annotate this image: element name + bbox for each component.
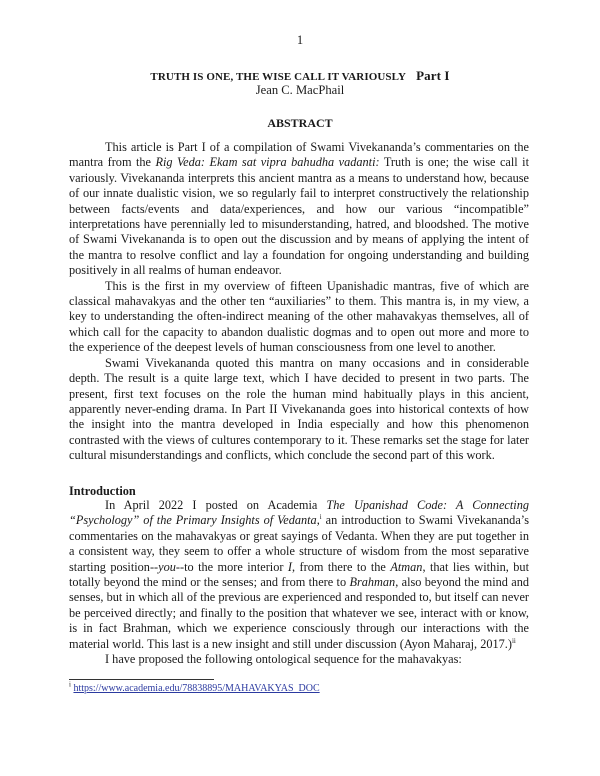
text-run: Truth is one; the wise call it variously. Vivekananda interprets this ancient mantra as a means to understand how, because of our innate dualistic vision, we so regularly fail to interpret constructively the relationship between facts/events and data/experiences, and how our various “incompatible” interpretations have perennially led to misunderstanding, hatred, and bloodshed. The motive of Swami Vivekananda is to open out the discussion and by means of applying the intent of the mantra to resolve conflict and lay a foundation for ongoing understanding and building positively in all realms of human endeavor. [69, 155, 530, 278]
abstract-paragraph: Swami Vivekananda quoted this mantra on many occasions and in considerable depth. The result is a quite large text, which I have decided to present in two parts. The present, first text focuses on the role the human mind habitually plays in this ancient, apparently never-ending drama. In Part II Vivekananda goes into historical contexts of how the insight into the mantra developed in India especially and how this phenomenon contrasted with the views of cultures contemporary to it. These remarks set the stage for later cultural misunderstandings and conflicts, which conclude the second part of this work. [69, 355, 529, 463]
author-name: Jean C. MacPhail [255, 83, 345, 97]
text-run: This article is Part I of a compilation of Swami Vivekananda’s commentaries on the mantra from the [69, 140, 529, 170]
term-i: I [287, 559, 292, 574]
text-run: In April 2022 I posted on Academia [105, 498, 327, 512]
title-part: Part I [416, 68, 450, 83]
footnote-ref[interactable]: i [319, 513, 322, 522]
abstract-paragraph: This is the first in my overview of fifteen Upanishadic mantras, five of which are classical mahavakyas and the other ten “auxiliaries” to them. This mantra is, in my view, a key to understanding the often-indirect meaning of the other mahavakyas themselves, all of which call for the capacity to abandon dualistic dogmas and to open out more and more to the experience of the deepest levels of human consciousness from one level to another. [69, 278, 529, 355]
footnote-divider [69, 679, 214, 680]
text-run: , that lies within, but totally beyond the mind or the senses; and from there to [69, 559, 529, 590]
mantra-title: Rig Veda: Ekam sat vipra bahudha vadanti: [155, 155, 380, 170]
document-title [0, 68, 600, 84]
intro-paragraph: I have proposed the following ontological sequence for the mahavakyas: [105, 652, 462, 667]
term-you: you [158, 559, 176, 574]
introduction-heading: Introduction [69, 484, 136, 498]
text-run: --to the more interior [175, 559, 288, 574]
text-run: , also beyond the mind and senses, but in which all of the previous are experienced and responded to, but itself can never be perceived directly; and finally to the position that whatever we see, interact with or know, is in fact Brahman, which we experience consciously through our interactions with the material world. This last is a new insight and still under discussion (Ayon Maharaj, 2017.) [69, 575, 529, 651]
text-run: an introduction to Swami Vivekananda’s commentaries on the mahavakyas or great sayings of Vedanta. When they are put together in a consistent way, they seem to offer a whole structure of wisdom from the most separative starting position-- [69, 513, 529, 574]
footnote [69, 680, 320, 694]
term-atman: Atman [390, 559, 423, 574]
title-text: TRUTH IS ONE, THE WISE CALL IT VARIOUSLY [150, 71, 407, 83]
term-brahman: Brahman [349, 575, 396, 590]
abstract-body [69, 140, 529, 464]
footnote-link[interactable]: https://www.academia.edu/78838895/MAHAVAKYAS_DOC [73, 683, 320, 694]
cited-work-title: The Upanishad Code: A Connecting “Psychology” of the Primary Insights of Vedanta, [69, 498, 529, 528]
abstract-heading: ABSTRACT [267, 116, 333, 130]
abstract-paragraph [69, 140, 529, 279]
footnote-ref[interactable]: ii [511, 636, 516, 645]
text-run: , from there to the [292, 559, 391, 574]
footnote-marker: i [69, 680, 71, 689]
intro-paragraph [69, 498, 529, 652]
introduction-body [69, 498, 529, 667]
page-number: 1 [296, 33, 304, 47]
